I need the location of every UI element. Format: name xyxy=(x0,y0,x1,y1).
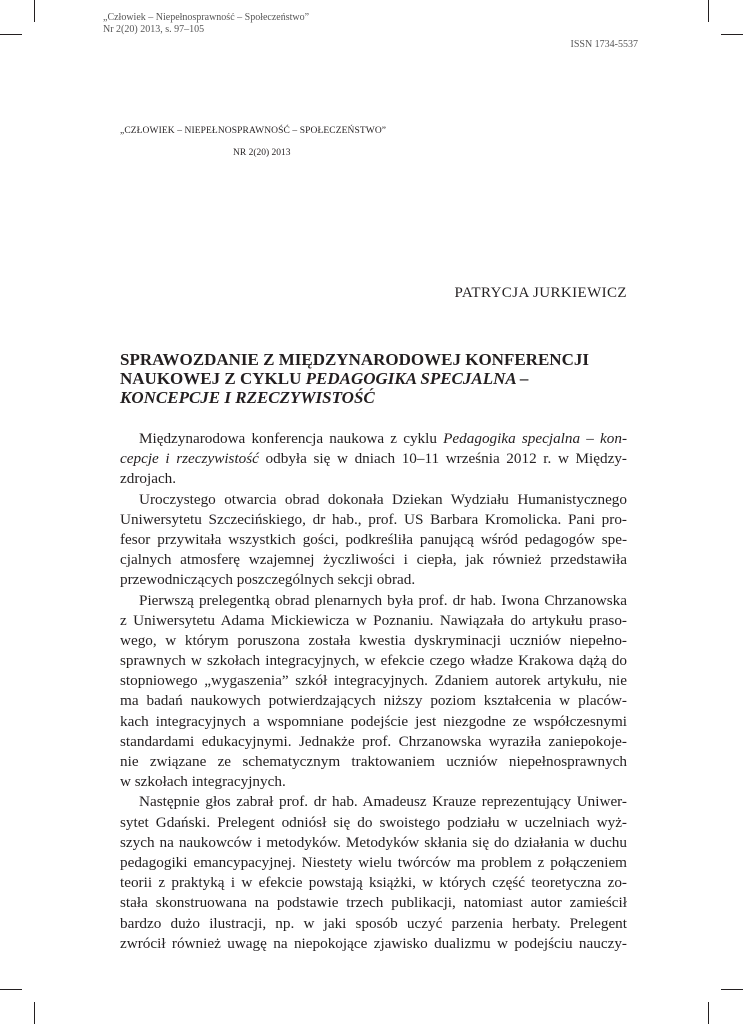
italic-text: cepcje i rzeczywistość xyxy=(120,450,259,468)
text-segment: kach integracyjnych a wspomniane podejście jest niezgodne ze współczesnymi xyxy=(120,712,627,730)
paragraph xyxy=(120,591,627,793)
text-segment: Pierwszą prelegentką obrad plenarnych była prof. dr hab. Iwona Chrzanowska xyxy=(139,591,627,609)
text-segment: w szkołach integracyjnych. xyxy=(120,773,286,791)
text-segment: ma badań naukowych potwierdzających niższy poziom kształcenia w placów- xyxy=(120,692,627,710)
crop-mark xyxy=(721,989,743,990)
text-line xyxy=(120,934,627,954)
text-line xyxy=(120,833,627,853)
article-body xyxy=(120,429,627,954)
text-line xyxy=(120,530,627,550)
text-line xyxy=(120,752,627,772)
text-line xyxy=(120,671,627,691)
text-line xyxy=(120,792,627,812)
text-segment: nie związane ze schematycznym traktowaniem uczniów niepełnosprawnych xyxy=(120,753,627,770)
text-segment: wego, w którym poruszona została kwestia dyskryminacji uczniów niepełno- xyxy=(120,631,627,649)
title-line: SPRAWOZDANIE Z MIĘDZYNARODOWEJ KONFERENCJI xyxy=(120,350,589,369)
text-line xyxy=(120,691,627,711)
crop-mark xyxy=(0,989,22,990)
article-title xyxy=(120,350,640,407)
crop-mark xyxy=(708,0,709,22)
crop-mark xyxy=(34,0,35,22)
text-segment: z Uniwersytetu Adama Mickiewicza w Poznaniu. Nawiązała do artykułu praso- xyxy=(120,611,627,629)
text-line xyxy=(120,712,627,732)
author-name: PATRYCJA JURKIEWICZ xyxy=(454,285,627,301)
text-line xyxy=(120,651,627,671)
text-line xyxy=(120,914,627,934)
text-line xyxy=(120,873,627,893)
text-line xyxy=(120,732,627,752)
text-segment: szych na naukowców i metodyków. Metodyków skłania się do działania w duchu xyxy=(120,833,627,851)
text-line xyxy=(120,570,627,590)
paragraph xyxy=(120,792,627,954)
title-italic-text: PEDAGOGIKA SPECJALNA – xyxy=(305,369,529,388)
text-segment: Następnie głos zabrał prof. dr hab. Amadeusz Krauze reprezentujący Uniwer- xyxy=(139,793,627,811)
running-header-citation: Nr 2(20) 2013, s. 97–105 xyxy=(103,24,205,35)
text-line xyxy=(120,550,627,570)
running-header-journal: „Człowiek – Niepełnosprawność – Społeczeństwo” xyxy=(103,12,310,23)
masthead-journal: „CZŁOWIEK – NIEPEŁNOSPRAWNOŚĆ – SPOŁECZEŃSTWO” xyxy=(120,126,387,136)
text-line xyxy=(120,611,627,631)
crop-mark xyxy=(34,1002,35,1024)
text-line xyxy=(120,893,627,913)
text-line xyxy=(120,490,627,510)
text-segment: stopniowego „wygaszenia” szkół integracyjnych. Zdaniem autorek artykułu, nie xyxy=(120,672,627,690)
text-segment: standardami edukacyjnymi. Jednakże prof. Chrzanowska wyraziła zaniepokoje- xyxy=(120,732,627,750)
issn-number: ISSN 1734-5537 xyxy=(570,39,638,50)
text-segment: zdrojach. xyxy=(120,470,177,488)
text-line xyxy=(120,469,627,489)
text-segment: Uniwersytetu Szczecińskiego, dr hab., prof. US Barbara Kromolicka. Pani pro- xyxy=(120,510,627,528)
text-segment: Uroczystego otwarcia obrad dokonała Dziekan Wydziału Humanistycznego xyxy=(139,490,627,508)
masthead-issue: NR 2(20) 2013 xyxy=(233,148,291,158)
text-segment: sytet Gdański. Prelegent odniósł się do swoistego podziału w uczelniach wyż- xyxy=(120,813,627,831)
text-segment: stała skonstruowana na podstawie trzech publikacji, natomiast autor zamieścił xyxy=(120,894,627,912)
text-line xyxy=(120,772,627,792)
text-segment: pedagogiki emancypacyjnej. Niestety wielu twórców ma problem z połączeniem xyxy=(120,853,627,871)
running-header xyxy=(103,12,309,36)
text-line xyxy=(120,591,627,611)
text-segment: przewodniczących poszczególnych sekcji obrad. xyxy=(120,571,416,589)
text-segment: cjalnych atmosferę wzajemnej życzliwości i ciepła, jak również przedstawiła xyxy=(120,551,627,569)
text-segment: fesor przywitała wszystkich gości, podkreśliła panującą wśród pedagogów spe- xyxy=(120,530,627,548)
text-line xyxy=(120,510,627,530)
crop-mark xyxy=(0,34,22,35)
italic-text: Pedagogika specjalna – kon- xyxy=(443,430,627,447)
text-line xyxy=(120,853,627,873)
text-segment: teorii z praktyką i w efekcie powstają książki, w których część teoretyczna zo- xyxy=(120,874,627,892)
crop-mark xyxy=(721,34,743,35)
text-segment: zwrócił również uwagę na niepokojące zjawisko dualizmu w podejściu nauczy- xyxy=(120,934,627,952)
title-line xyxy=(120,369,640,388)
text-line xyxy=(120,449,627,469)
paragraph xyxy=(120,490,627,591)
paragraph xyxy=(120,429,627,490)
text-line xyxy=(120,429,627,449)
text-line xyxy=(120,631,627,651)
title-text: NAUKOWEJ Z CYKLU xyxy=(120,369,306,388)
text-segment: odbyła się w dniach 10–11 września 2012 r. w Między- xyxy=(258,450,627,468)
text-segment: bardzo dużo ilustracji, np. w jaki sposób uczyć parzenia herbaty. Prelegent xyxy=(120,914,627,932)
text-segment: sprawnych w szkołach integracyjnych, w efekcie czego władze Krakowa dążą do xyxy=(120,652,627,670)
text-segment: Międzynarodowa konferencja naukowa z cyklu xyxy=(139,430,444,447)
text-line xyxy=(120,813,627,833)
title-line: KONCEPCJE I RZECZYWISTOŚĆ xyxy=(120,388,375,407)
crop-mark xyxy=(708,1002,709,1024)
